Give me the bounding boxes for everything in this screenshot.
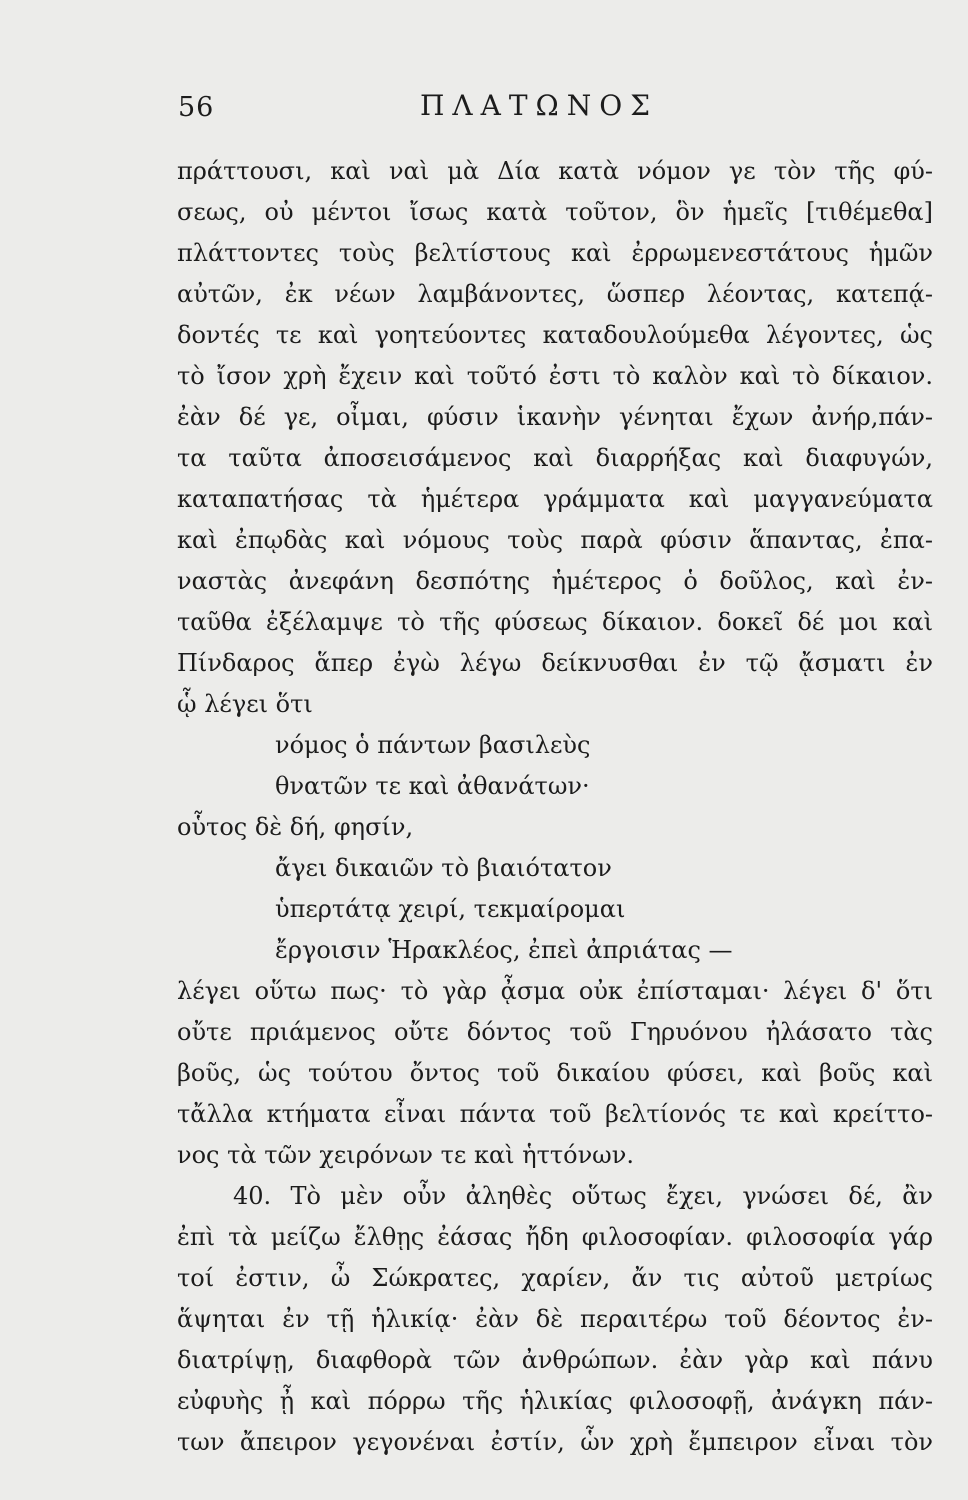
verse-line: νόμος ὁ πάντων βασιλεὺς — [275, 731, 591, 759]
body-text — [177, 151, 933, 1463]
text-line: πλάττοντες τοὺς βελτίστους καὶ ἐρρωμενεστάτους ἡμῶν — [177, 239, 933, 267]
text-line: καταπατήσας τὰ ἡμέτερα γράμματα καὶ μαγγανεύματα — [177, 485, 933, 513]
text-line: νος τὰ τῶν χειρόνων τε καὶ ἡττόνων. — [177, 1141, 634, 1169]
text-line: βοῦς, ὡς τούτου ὄντος τοῦ δικαίου φύσει, καὶ βοῦς καὶ — [177, 1059, 933, 1087]
text-line: ἅψηται ἐν τῇ ἡλικίᾳ· ἐὰν δὲ περαιτέρω τοῦ δέοντος ἐν- — [177, 1305, 933, 1333]
text-line: οὗτος δὲ δή, φησίν, — [177, 813, 414, 841]
text-line: αὐτῶν, ἐκ νέων λαμβάνοντες, ὥσπερ λέοντας, κατεπᾴ- — [177, 280, 933, 308]
verse-line: θνατῶν τε καὶ ἀθανάτων· — [275, 772, 590, 800]
text-line: διατρίψῃ, διαφθορὰ τῶν ἀνθρώπων. ἐὰν γὰρ καὶ πάνυ — [177, 1346, 933, 1374]
text-line: τοί ἐστιν, ὦ Σώκρατες, χαρίεν, ἄν τις αὐτοῦ μετρίως — [177, 1264, 933, 1292]
text-line: ταῦθα ἐξέλαμψε τὸ τῆς φύσεως δίκαιον. δοκεῖ δέ μοι καὶ — [177, 608, 933, 636]
verse-line: ὑπερτάτᾳ χειρί, τεκμαίρομαι — [275, 895, 626, 923]
text-line: ναστὰς ἀνεφάνη δεσπότης ἡμέτερος ὁ δοῦλος, καὶ ἐν- — [177, 567, 933, 595]
text-line: ἐπὶ τὰ μείζω ἔλθῃς ἐάσας ἤδη φιλοσοφίαν. φιλοσοφία γάρ — [177, 1223, 933, 1251]
paragraph-start-line: 40. Τὸ μὲν οὖν ἀληθὲς οὕτως ἔχει, γνώσει δέ, ἂν — [233, 1182, 933, 1210]
text-line: δοντές τε καὶ γοητεύοντες καταδουλούμεθα λέγοντες, ὡς — [177, 321, 933, 349]
text-line: εὐφυὴς ᾖ καὶ πόρρω τῆς ἡλικίας φιλοσοφῇ, ἀνάγκη πάν- — [177, 1387, 933, 1415]
text-line: πράττουσι, καὶ ναὶ μὰ Δία κατὰ νόμον γε τὸν τῆς φύ- — [177, 157, 933, 185]
text-line: τα ταῦτα ἀποσεισάμενος καὶ διαρρήξας καὶ διαφυγών, — [177, 444, 933, 472]
text-line: Πίνδαρος ἅπερ ἐγὼ λέγω δείκνυσθαι ἐν τῷ ᾄσματι ἐν — [177, 649, 933, 677]
text-line: οὔτε πριάμενος οὔτε δόντος τοῦ Γηρυόνου ἠλάσατο τὰς — [177, 1018, 933, 1046]
page-number: 56 — [178, 92, 215, 123]
text-line: λέγει οὕτω πως· τὸ γὰρ ᾆσμα οὐκ ἐπίσταμαι· λέγει δ' ὅτι — [177, 977, 933, 1005]
verse-line: ἄγει δικαιῶν τὸ βιαιότατον — [275, 854, 612, 882]
text-line: τἄλλα κτήματα εἶναι πάντα τοῦ βελτίονός τε καὶ κρείττο- — [177, 1100, 933, 1128]
text-line: ἐὰν δέ γε, οἶμαι, φύσιν ἱκανὴν γένηται ἔχων ἀνήρ,πάν- — [177, 403, 933, 431]
text-line: καὶ ἐπῳδὰς καὶ νόμους τοὺς παρὰ φύσιν ἅπαντας, ἐπα- — [177, 526, 933, 554]
verse-line: ἔργοισιν Ἡρακλέος, ἐπεὶ ἀπριάτας — — [275, 936, 733, 964]
text-line: των ἄπειρον γεγονέναι ἐστίν, ὧν χρὴ ἔμπειρον εἶναι τὸν — [177, 1428, 933, 1456]
text-line: ᾧ λέγει ὅτι — [177, 690, 313, 718]
text-line: σεως, οὐ μέντοι ἴσως κατὰ τοῦτον, ὃν ἡμεῖς [τιθέμεθα] — [177, 198, 933, 226]
text-line: τὸ ἴσον χρὴ ἔχειν καὶ τοῦτό ἐστι τὸ καλὸν καὶ τὸ δίκαιον. — [177, 362, 933, 390]
running-head: ΠΛΑΤΩΝΟΣ — [420, 89, 659, 122]
